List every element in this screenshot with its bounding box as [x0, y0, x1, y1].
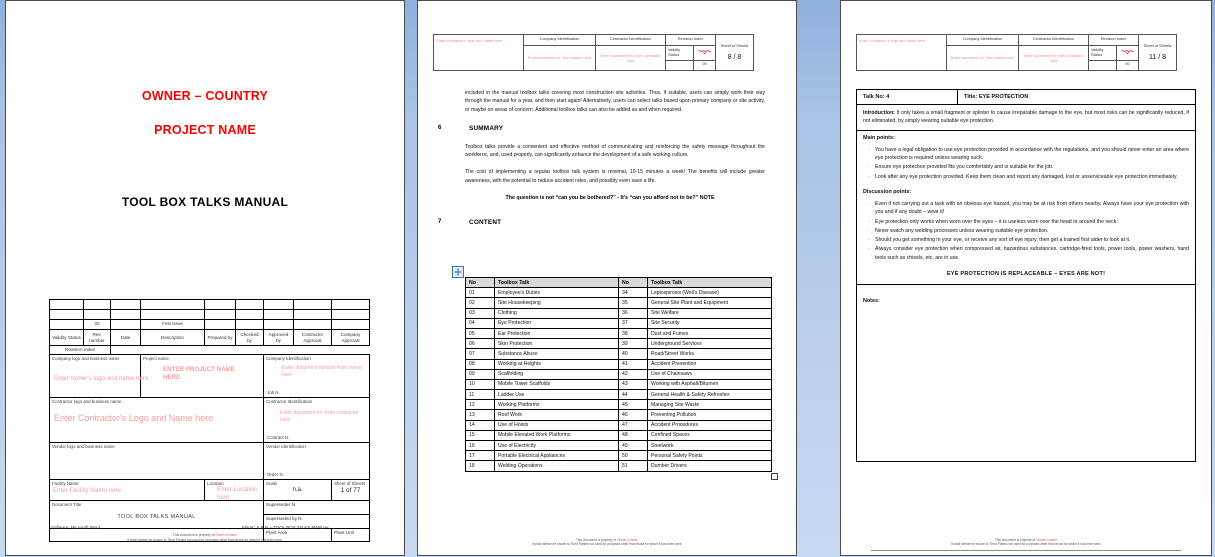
contractor-identification-label: Contractor Identification [266, 399, 313, 404]
summary-quote: The question is not “can you be bothered?” - It’s “can you afford not to be?” NOTE [505, 194, 715, 201]
talk-number-cell: 13 [466, 410, 495, 420]
talk-number-cell: 11 [466, 390, 495, 400]
talk-name-cell: Site Security [648, 318, 772, 328]
disclaimer-prefix: This document is property of [575, 537, 618, 542]
table-row [466, 390, 772, 400]
bullet-icon: · [868, 227, 870, 234]
talk-name-cell: Substance Abuse [495, 349, 619, 359]
talk-name-cell: Accident Prevention [648, 359, 772, 369]
content-table-wrapper [465, 277, 772, 472]
title-block-blank-row [50, 300, 370, 310]
doc-header-row-1 [857, 35, 1177, 46]
revision-squiggle-cell [1117, 46, 1139, 61]
talk-name-cell: Use of Electricity [495, 441, 619, 451]
talk-name-cell: Roof Work [495, 410, 619, 420]
table-row [466, 441, 772, 451]
bullet-icon: · [868, 200, 870, 207]
disclaimer-owner: Owner's Name [215, 533, 238, 537]
talk-name-cell: Clothing [495, 308, 619, 318]
contract-number-label: Contract N. [267, 434, 290, 440]
talk-title: Title: EYE PROTECTION [958, 90, 1196, 105]
talk-number-cell: 05 [466, 328, 495, 338]
talk-name-cell: Ear Protection [495, 328, 619, 338]
section-number: 6 [438, 124, 442, 131]
talk-name-cell: Working at Heights [495, 359, 619, 369]
talk-number-cell: 14 [466, 420, 495, 430]
bullet-icon: · [868, 173, 870, 180]
vendor-logo-label: Vendor logo and business name [52, 444, 115, 449]
talk-number-cell: 04 [466, 318, 495, 328]
contractor-logo-placeholder: Enter Contractor's Logo and Name here [54, 413, 214, 423]
plant-area-cell: Plant Area [264, 529, 332, 542]
validity-status-label: Validity Status [1089, 46, 1117, 61]
main-points-list [863, 146, 1189, 181]
manual-title: TOOL BOX TALKS MANUAL [121, 195, 289, 209]
contractor-identification-value: Enter document no from contractor here [1019, 46, 1089, 71]
main-points-label: Main points: [863, 134, 895, 141]
page-3 [840, 0, 1212, 556]
bullet-icon: · [868, 146, 870, 153]
sheet-of-sheets-cell [332, 480, 370, 501]
company-approval-header: Company Approval [332, 330, 370, 346]
description-header: Description [141, 330, 205, 346]
sheet-of-sheets-cell [716, 35, 754, 71]
page3-footer-disclaimer [841, 538, 1211, 547]
revision-row [50, 320, 370, 330]
talk-number: Talk No: 4 [857, 90, 958, 105]
talk-number-cell: 51 [619, 461, 648, 471]
page1-title-group [6, 89, 404, 209]
talk-number-cell: 42 [619, 369, 648, 379]
facility-row [50, 480, 370, 501]
talk-name-cell: Working Platforms [495, 400, 619, 410]
facility-name-label: Facility Name [52, 481, 79, 486]
scale-cell [264, 480, 332, 501]
sheet-of-sheets-cell [1139, 35, 1177, 71]
location-placeholder: Enter Location here [217, 486, 257, 501]
validity-status-header: Validity Status [50, 330, 84, 346]
file-number-label: File N° S.R.P. – TOOL BOX TALKS MANUAL [242, 525, 330, 530]
spellcheck-squiggle-icon [1121, 49, 1135, 55]
rev-description-value: First issue [141, 320, 205, 330]
vendor-row [50, 443, 370, 480]
talk-name-cell: Scaffolding [495, 369, 619, 379]
contractor-identification-label: Contractor Identification [596, 35, 666, 46]
plant-unit-cell: Plant Unit [332, 529, 370, 542]
sheet-of-sheets-label: Sheet of Sheets [334, 481, 366, 486]
introduction-label: Introduction: [863, 110, 895, 116]
company-identification-placeholder: Enter document number from owner here [282, 365, 363, 379]
col-talk-left: Toolbox Talk [495, 278, 619, 288]
talk-name-cell: Eye Protection [495, 318, 619, 328]
summary-paragraph-1: Toolbox talks provide a convenient and effective method of communicating and reinforcing the safety message throughout the workforce, and, used properly, can significantly enhance the development of a safe working culture. [465, 143, 765, 158]
rev-value: 00 [694, 61, 716, 71]
section-summary-heading [438, 124, 765, 132]
table-row [466, 359, 772, 369]
talk-name-cell: Mobile Tower Scaffolds [495, 379, 619, 389]
talk-number-cell: 38 [619, 328, 648, 338]
document-title-label: Document Title [52, 502, 82, 507]
talk-name-cell: Site Housekeeping [495, 298, 619, 308]
scale-value: n.a. [292, 487, 303, 493]
list-item [863, 227, 1189, 235]
table-row [466, 288, 772, 298]
validity-status-label: Validity Status [666, 46, 694, 61]
page2-body [438, 89, 765, 235]
talk-number-cell: 01 [466, 288, 495, 298]
table-row [466, 379, 772, 389]
document-title-value: TOOL BOX TALKS MANUAL [117, 514, 196, 520]
list-item-text: Always consider eye protection when compressed air, hazardous substances, cartridge-fired tools, power tools, power washers, hand tools such as chisels, etc, are in use. [875, 246, 1189, 261]
content-table-header-row [466, 278, 772, 288]
company-identification-label: Company Identification [524, 35, 596, 46]
rev-number-value: 00 [84, 320, 111, 330]
rev-value: 00 [1117, 61, 1139, 71]
talk-number-cell: 08 [466, 359, 495, 369]
bullet-icon: · [868, 246, 870, 253]
list-item-text: Never watch any welding processes unless wearing suitable eye protection. [875, 227, 1049, 234]
title-block-header-row [50, 330, 370, 346]
page3-document-header-table [856, 34, 1177, 71]
list-item [863, 245, 1189, 262]
list-item [863, 163, 1189, 171]
toolbox-talk-table [856, 89, 1196, 462]
revision-index-row [50, 346, 370, 355]
notes-cell[interactable] [857, 285, 1196, 462]
talk-number-cell: 02 [466, 298, 495, 308]
table-row [466, 451, 772, 461]
col-no-right: No [619, 278, 648, 288]
talk-name-cell: Welding Operations [495, 461, 619, 471]
company-logo-placeholder: Enter owner's logo and name here [54, 375, 149, 382]
table-row [466, 308, 772, 318]
page-1 [5, 0, 405, 556]
page-2 [417, 0, 797, 556]
contractor-identification-cell [264, 398, 370, 443]
col-no-left: No [466, 278, 495, 288]
approved-by-header: Approved by [264, 330, 294, 346]
content-table [465, 277, 772, 472]
list-item-text: Eye protection only works when worn over the eyes – it is useless worn over the head or around the neck. [875, 218, 1118, 225]
location-cell [205, 480, 264, 501]
talk-name-cell: Use of Hoists [495, 420, 619, 430]
talk-name-cell: Accident Procedures [648, 420, 772, 430]
supersedes-cell: Supersedes N. [264, 501, 370, 515]
title-block-blank-row [50, 310, 370, 320]
introduction-text: It only takes a small fragment or splinter to cause irreparable damage to the eye, but most risks can be significantly reduced, if not eliminated, by simply wearing suitable eye protection. [863, 110, 1189, 125]
talk-number-cell: 10 [466, 379, 495, 389]
talk-number-cell: 40 [619, 349, 648, 359]
talk-name-cell: Portable Electrical Appliances [495, 451, 619, 461]
page1-footer-disclaimer [6, 533, 404, 543]
list-item-text: Even if not carrying out a task with an obvious eye hazard, you may be at risk from others nearby. Always have your eye protection with you and if any doubt – wear it! [875, 200, 1189, 216]
contractor-identification-label: Contractor Identification [1019, 35, 1089, 46]
date-header: Date [111, 330, 141, 346]
bullet-icon: · [868, 164, 870, 171]
superseded-by-cell: Superseded by N. [264, 515, 370, 529]
talk-number-cell: 12 [466, 400, 495, 410]
company-identification-value: Enter document no. from owner here [524, 46, 596, 71]
section-content-heading [438, 218, 765, 226]
talk-name-cell: Dust and Fumes [648, 328, 772, 338]
contractor-logo-placeholder: Enter contractor's logo and name here [434, 35, 524, 71]
section-title: CONTENT [469, 218, 502, 226]
order-number-label: Order N. [267, 471, 284, 477]
move-cross-icon [454, 268, 462, 276]
list-item [863, 200, 1189, 217]
sheet-of-sheets-value: 11 / 8 [1149, 53, 1166, 61]
talk-name-cell: Road/Street Works [648, 349, 772, 359]
notes-label: Notes: [863, 298, 880, 305]
talk-name-cell: Personal Safety Points [648, 451, 772, 461]
talk-number-cell: 07 [466, 349, 495, 359]
vendor-identification-label: Vendor Identification [266, 444, 306, 449]
talk-name-cell: Use of Chainsaws [648, 369, 772, 379]
list-item-text: Look after any eye protection provided. Keep them clean and report any damaged, lost or unserviceable eye protection immediately. [875, 173, 1178, 180]
talk-number-cell: 44 [619, 390, 648, 400]
table-row [466, 410, 772, 420]
talk-name-cell: Mobile Elevated Work Platforms [495, 430, 619, 440]
talk-introduction-cell [857, 105, 1196, 131]
disclaimer-line2: It shall neither be shown to Third Parties not used for purposes other than those for which it has been sent. [950, 542, 1102, 547]
list-item [863, 218, 1189, 226]
talk-number-cell: 17 [466, 451, 495, 461]
table-resize-handle[interactable] [771, 473, 778, 480]
talk-number-cell: 35 [619, 298, 648, 308]
table-row [466, 339, 772, 349]
table-row [466, 298, 772, 308]
talk-number-cell: 06 [466, 339, 495, 349]
sheet-of-sheets-value: 1 of 77 [340, 487, 361, 494]
facility-name-placeholder: Enter Facility Name here [53, 487, 122, 494]
talk-number-cell: 39 [619, 339, 648, 349]
company-identification-label: Company Identification [266, 356, 311, 361]
vendor-logo-cell [50, 443, 264, 480]
doc-header-row-1 [434, 35, 754, 46]
table-row [466, 318, 772, 328]
talk-name-cell: Confined Spaces [648, 430, 772, 440]
prepared-by-header: Prepared by [205, 330, 236, 346]
company-identification-cell [264, 355, 370, 398]
table-row [466, 349, 772, 359]
page2-document-header-table [433, 34, 754, 71]
company-logo-cell [50, 355, 149, 398]
page2-footer-disclaimer [418, 538, 796, 547]
talk-name-cell: General Site Plant and Equipment [648, 298, 772, 308]
talk-number-cell: 36 [619, 308, 648, 318]
talk-name-cell: Site Welfare [648, 308, 772, 318]
list-item-text: Should you get something in your eye, or receive any sort of eye injury, then get a trained first aider to look at it. [875, 237, 1131, 244]
contractor-approval-header: Contractor Approval [294, 330, 332, 346]
disclaimer-line2: It shall neither be shown to Third Parties not used for purposes other than those for which it has been sent. [531, 542, 683, 547]
facility-name-cell [50, 480, 205, 501]
scale-label: Scale [266, 481, 277, 486]
location-label: Location [207, 481, 224, 486]
owner-country-title: OWNER – COUNTRY [141, 89, 269, 103]
disclaimer-owner: Owner's Name [617, 537, 639, 542]
talk-slogan: EYE PROTECTION IS REPLACEABLE – EYES ARE NOT! [946, 271, 1106, 278]
spellcheck-squiggle-icon [698, 49, 712, 55]
contractor-logo-label: Contractor logo and business name [52, 399, 122, 404]
contractor-logo-cell [50, 398, 264, 443]
talk-number-cell: 16 [466, 441, 495, 451]
bullet-icon: · [868, 218, 870, 225]
disclaimer-prefix: This document is property of [172, 533, 216, 537]
talk-notes-row [857, 285, 1196, 462]
rev-number-header: Rev. number [84, 330, 111, 346]
talk-number-cell: 48 [619, 430, 648, 440]
sheet-of-sheets-value: 8 / 8 [727, 53, 742, 61]
revision-squiggle-cell [694, 46, 716, 61]
talk-number-cell: 49 [619, 441, 648, 451]
project-name-title: PROJECT NAME [154, 123, 256, 137]
contractor-identification-placeholder: Enter document no. from contractor here [280, 410, 359, 424]
talk-number-cell: 15 [466, 430, 495, 440]
section-title: SUMMARY [469, 124, 504, 132]
software-label: Software: Microsoft Word [51, 525, 101, 530]
table-row [466, 461, 772, 471]
talk-name-cell: Preventing Pollution [648, 410, 772, 420]
talk-name-cell: Skin Protection [495, 339, 619, 349]
company-identification-label: Company Identification [947, 35, 1019, 46]
discussion-points-label: Discussion points: [863, 188, 912, 195]
talk-points-cell [857, 130, 1196, 284]
list-item [863, 173, 1189, 181]
talk-number-cell: 46 [619, 410, 648, 420]
list-item-text: You have a legal obligation to use eye protection provided in accordance with the regulations, and you should never enter an area where eye protection is required unless wearing such. [875, 146, 1189, 161]
company-identification-value: Enter document no. from owner here [947, 46, 1019, 71]
company-logo-label: Company logo and business name [52, 356, 120, 361]
talk-name-cell: Steelwork [648, 441, 772, 451]
talk-number-cell: 47 [619, 420, 648, 430]
talk-name-cell: Leptospirosis (Weil's Disease) [648, 288, 772, 298]
talk-number-cell: 34 [619, 288, 648, 298]
talk-number-cell: 43 [619, 379, 648, 389]
project-name-cell [141, 355, 264, 398]
contractor-logo-row [50, 398, 370, 443]
footer-rule [871, 550, 1181, 551]
list-item-text: Ensure eye protection provided fits you comfortably and is suitable for the job. [875, 164, 1054, 171]
talk-name-cell: Working with Asphalt/Bitumen [648, 379, 772, 389]
vendor-identification-cell [264, 443, 370, 480]
list-item [863, 146, 1189, 163]
talk-number-cell: 37 [619, 318, 648, 328]
talk-name-cell: Managing Site Waste [648, 400, 772, 410]
table-row [466, 420, 772, 430]
talk-name-cell: Ladder Use [495, 390, 619, 400]
title-block-table [49, 299, 370, 542]
talk-number-cell: 18 [466, 461, 495, 471]
job-number-label: Job N. [267, 389, 280, 395]
logo-row [50, 355, 370, 398]
talk-name-cell: Underground Services [648, 339, 772, 349]
contractor-identification-value: Enter document no from contractor here [596, 46, 666, 71]
talk-number-cell: 03 [466, 308, 495, 318]
talk-name-cell: General Health & Safety Refresher [648, 390, 772, 400]
talk-number-cell: 45 [619, 400, 648, 410]
document-title-row [50, 501, 370, 515]
sheet-of-sheets-label: Sheet of Sheets [720, 42, 749, 48]
talk-number-cell: 09 [466, 369, 495, 379]
sheet-of-sheets-label: Sheet of Sheets [1143, 42, 1172, 48]
table-row [466, 430, 772, 440]
discussion-points-list [863, 200, 1189, 262]
table-move-handle[interactable] [452, 266, 464, 278]
talk-title-row [857, 90, 1196, 105]
project-name-placeholder: ENTER PROJECT NAME HERE [163, 366, 235, 382]
revision-index-label: Revision Index [666, 35, 716, 46]
disclaimer-owner: Owner's Name [1036, 537, 1058, 542]
table-row [466, 369, 772, 379]
revision-index-header: Revision Index [50, 346, 111, 355]
contractor-logo-placeholder: Enter contractor's logo and name here [857, 35, 947, 71]
talk-name-cell: Dumber Drivers [648, 461, 772, 471]
section-number: 7 [438, 218, 442, 225]
table-row [466, 400, 772, 410]
talk-points-row [857, 130, 1196, 284]
table-row [466, 328, 772, 338]
talk-number-cell: 50 [619, 451, 648, 461]
summary-paragraph-2: The cost of implementing a regular toolbox talk system is minimal, 10-15 minutes a week! The benefits will include greater awareness, with the potential to reduce accident rates, and possibly even save a life. [465, 169, 765, 184]
disclaimer-prefix: This document is property of [994, 537, 1037, 542]
revision-index-label: Revision Index [1089, 35, 1139, 46]
disclaimer-line2: It shall neither be shown to Third Parties not used for purposes other than those for which it has been sent. [127, 537, 283, 542]
checked-by-header: Checked by [236, 330, 264, 346]
col-talk-right: Toolbox Talk [648, 278, 772, 288]
list-item [863, 236, 1189, 244]
intro-paragraph: included in the manual toolbox talks covering most construction site activities. Thus, if suitable, users can simply work their way through the manual for a year, and then start again! Alternatively, users can select talks based upon primary company or site activity, or maybe on areas of concern. Additional toolbox talks can also be added as and when required. [465, 90, 765, 113]
project-name-label: Project name [143, 356, 169, 361]
bullet-icon: · [868, 237, 870, 244]
talk-name-cell: Employee's Duties [495, 288, 619, 298]
talk-introduction-row [857, 105, 1196, 131]
talk-number-cell: 41 [619, 359, 648, 369]
